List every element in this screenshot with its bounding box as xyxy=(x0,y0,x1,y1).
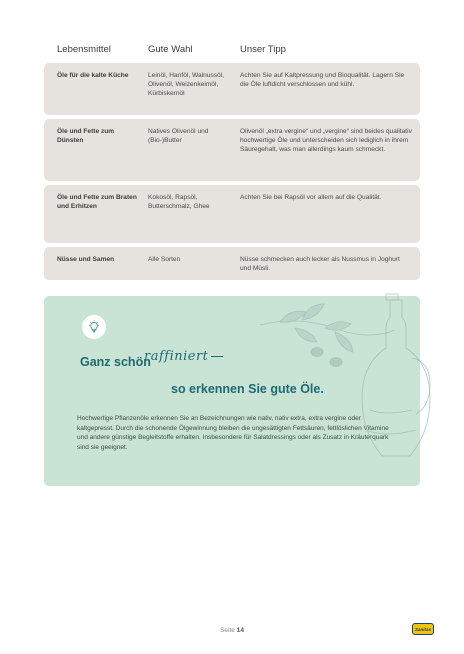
table-row xyxy=(44,119,420,181)
header-gute-wahl: Gute Wahl xyxy=(148,44,193,55)
table-row xyxy=(44,247,420,280)
row-tip: Achten Sie auf Kaltpressung und Bioqualität. Lagern Sie die Öle luftdicht verschlossen und kühl. xyxy=(240,72,405,89)
tip-box xyxy=(44,296,420,486)
page-number: Seite 14 xyxy=(220,627,244,634)
table-row xyxy=(44,63,420,115)
header-lebensmittel: Lebensmittel xyxy=(57,44,111,55)
lightbulb-icon xyxy=(82,315,106,339)
row-food: Öle für die kalte Küche xyxy=(57,72,129,79)
header-unser-tipp: Unser Tipp xyxy=(240,44,286,55)
tip-heading-part2: so erkennen Sie gute Öle. xyxy=(171,382,324,396)
row-choice: Kokosöl, Rapsöl, Butterschmalz, Ghee xyxy=(148,194,210,211)
tip-body-text: Hochwertige Pflanzenöle erkennen Sie an Bezeichnungen wie nativ, nativ extra, extra vergine oder kaltgepresst. Durch die schonende Ölgewinnung bleiben die ungesättigten Fettsäuren, fettlöslichen Vitamine und andere günstige Begleitstoffe erhalten. Insbesondere für Salatdressings oder als Zusatz in Kräuterquark sind sie geeignet. xyxy=(77,415,389,451)
table-header xyxy=(44,44,420,58)
row-tip: Achten Sie bei Rapsöl vor allem auf die Qualität. xyxy=(240,194,382,201)
row-food: Öle und Fette zum Braten und Erhitzen xyxy=(57,194,137,211)
row-choice: Leinöl, Hanföl, Walnussöl, Olivenöl, Weizenkeimöl, Kürbiskernöl xyxy=(148,72,224,98)
row-food: Öle und Fette zum Dünsten xyxy=(57,128,115,145)
row-tip: Nüsse schmecken auch lecker als Nussmus in Joghurt und Müsli. xyxy=(240,256,400,273)
tip-heading-script: raffiniert xyxy=(144,349,223,364)
table-row xyxy=(44,185,420,243)
tip-heading-part1: Ganz schön xyxy=(80,355,151,369)
row-choice: Natives Olivenöl und (Bio-)Butter xyxy=(148,128,209,145)
row-tip: Olivenöl „extra vergine“ und „vergine“ sind beides qualitativ hochwertige Öle und unterscheiden sich lediglich in ihrem Säuregehalt, was man allerdings kaum schmeckt. xyxy=(240,128,412,154)
row-food: Nüsse und Samen xyxy=(57,256,115,263)
row-choice: Alle Sorten xyxy=(148,256,181,263)
brand-logo: Sanitas xyxy=(412,623,434,635)
